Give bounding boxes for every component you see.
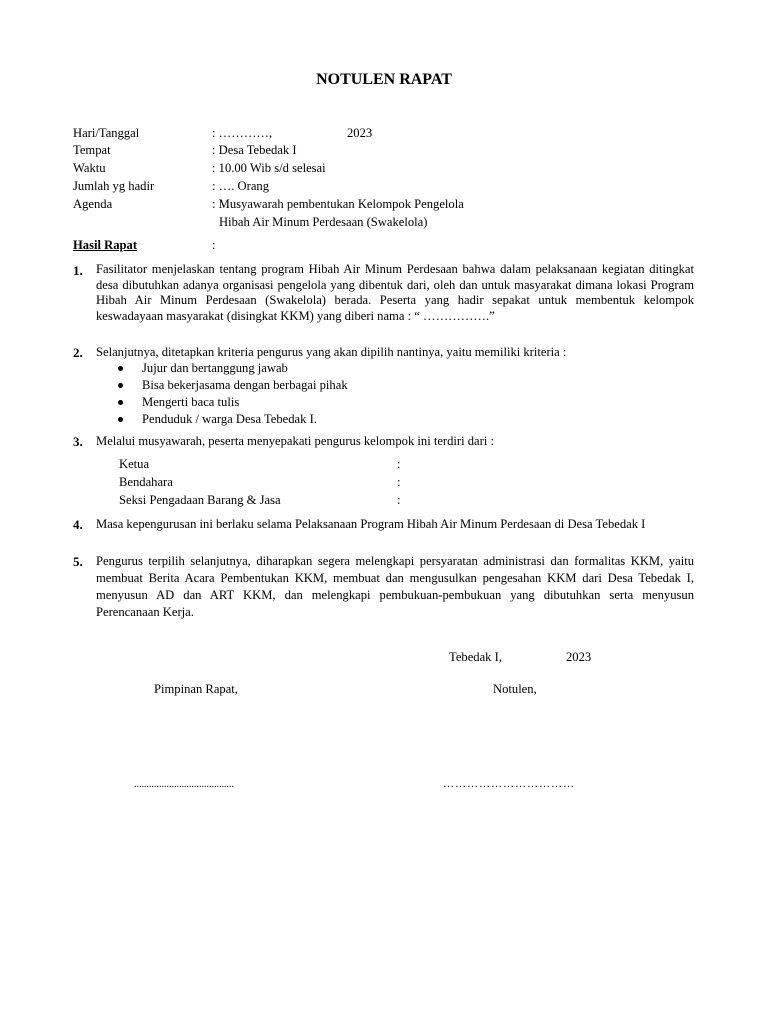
item-number-2: 2. xyxy=(73,345,83,360)
item-number-3: 3. xyxy=(73,434,83,449)
officer-role-chair: Ketua xyxy=(119,457,150,471)
document-title: NOTULEN RAPAT xyxy=(316,71,452,88)
info-value-attendance: : …. Orang xyxy=(212,179,270,193)
results-heading: Hasil Rapat xyxy=(73,238,138,252)
info-value-agenda: : Musyawarah pembentukan Kelompok Pengelola xyxy=(212,197,464,211)
bullet-icon xyxy=(118,366,123,371)
criteria-text: Penduduk / warga Desa Tebedak I. xyxy=(142,412,317,426)
signature-right-line: …………………………… xyxy=(443,778,575,790)
criteria-text: Bisa bekerjasama dengan berbagai pihak xyxy=(142,378,348,392)
officer-role-procurement: Seksi Pengadaan Barang & Jasa xyxy=(119,493,281,507)
bullet-icon xyxy=(118,383,123,388)
criteria-item xyxy=(118,360,348,377)
criteria-text: Jujur dan bertanggung jawab xyxy=(142,361,288,375)
item-text-3: Melalui musyawarah, peserta menyepakati pengurus kelompok ini terdiri dari : xyxy=(96,434,494,448)
criteria-list xyxy=(118,360,348,428)
info-label-date: Hari/Tanggal xyxy=(73,126,140,140)
criteria-item xyxy=(118,394,348,411)
results-colon: : xyxy=(212,238,216,252)
item-text-1: Fasilitator menjelaskan tentang program Hibah Air Minum Perdesaan bahwa dalam pelaksanaan kegiatan ditingkat desa dibutuhkan adanya organisasi pengelola yang dibentuk dari, oleh dan untuk masyarakat dimana lokasi Program Hibah Air Minum Perdesaan (Swakelola) berada. Peserta yang hadir sepakat untuk membentuk kelompok keswadayaan masyarakat (disingkat KKM) yang diberi nama : “ …………….” xyxy=(96,262,694,323)
signature-left-line: ........................................ xyxy=(134,779,234,790)
criteria-item xyxy=(118,377,348,394)
criteria-text: Mengerti baca tulis xyxy=(142,395,240,409)
signature-year: 2023 xyxy=(566,650,592,664)
bullet-icon xyxy=(118,417,123,422)
info-label-time: Waktu xyxy=(73,161,106,175)
officer-colon-treasurer: : xyxy=(397,475,401,489)
criteria-item xyxy=(118,411,348,428)
item-text-4: Masa kepengurusan ini berlaku selama Pelaksanaan Program Hibah Air Minum Perdesaan di Desa Tebedak I xyxy=(96,517,646,531)
bullet-icon xyxy=(118,400,123,405)
item-text-5: Pengurus terpilih selanjutnya, diharapkan segera melengkapi persyaratan administrasi dan formalitas KKM, yaitu membuat Berita Acara Pembentukan KKM, membuat dan mengusulkan pengesahan KKM dari Desa Tebedak I, menyusun AD dan ART KKM, dan melengkapi pembukuan-pembukuan yang dibutuhkan serta menyusun Perencanaan Kerja. xyxy=(96,554,694,619)
info-label-attendance: Jumlah yg hadir xyxy=(73,179,155,193)
officer-colon-procurement: : xyxy=(397,493,401,507)
info-label-place: Tempat xyxy=(73,143,111,157)
info-label-agenda: Agenda xyxy=(73,197,113,211)
item-number-4: 4. xyxy=(73,517,83,532)
officer-colon-chair: : xyxy=(397,457,401,471)
signature-right-role: Notulen, xyxy=(493,682,537,696)
agenda-continuation: Hibah Air Minum Perdesaan (Swakelola) xyxy=(219,215,428,229)
item-text-2: Selanjutnya, ditetapkan kriteria pengurus yang akan dipilih nantinya, yaitu memiliki kriteria : xyxy=(96,345,567,359)
info-date-year: 2023 xyxy=(347,126,373,140)
info-value-date: : …………, xyxy=(212,126,273,140)
info-value-time: : 10.00 Wib s/d selesai xyxy=(212,161,326,175)
item-number-1: 1. xyxy=(73,263,83,278)
signature-place: Tebedak I, xyxy=(449,650,502,664)
item-number-5: 5. xyxy=(73,554,83,569)
info-value-place: : Desa Tebedak I xyxy=(212,143,297,157)
officer-role-treasurer: Bendahara xyxy=(119,475,173,489)
signature-left-role: Pimpinan Rapat, xyxy=(154,682,238,696)
